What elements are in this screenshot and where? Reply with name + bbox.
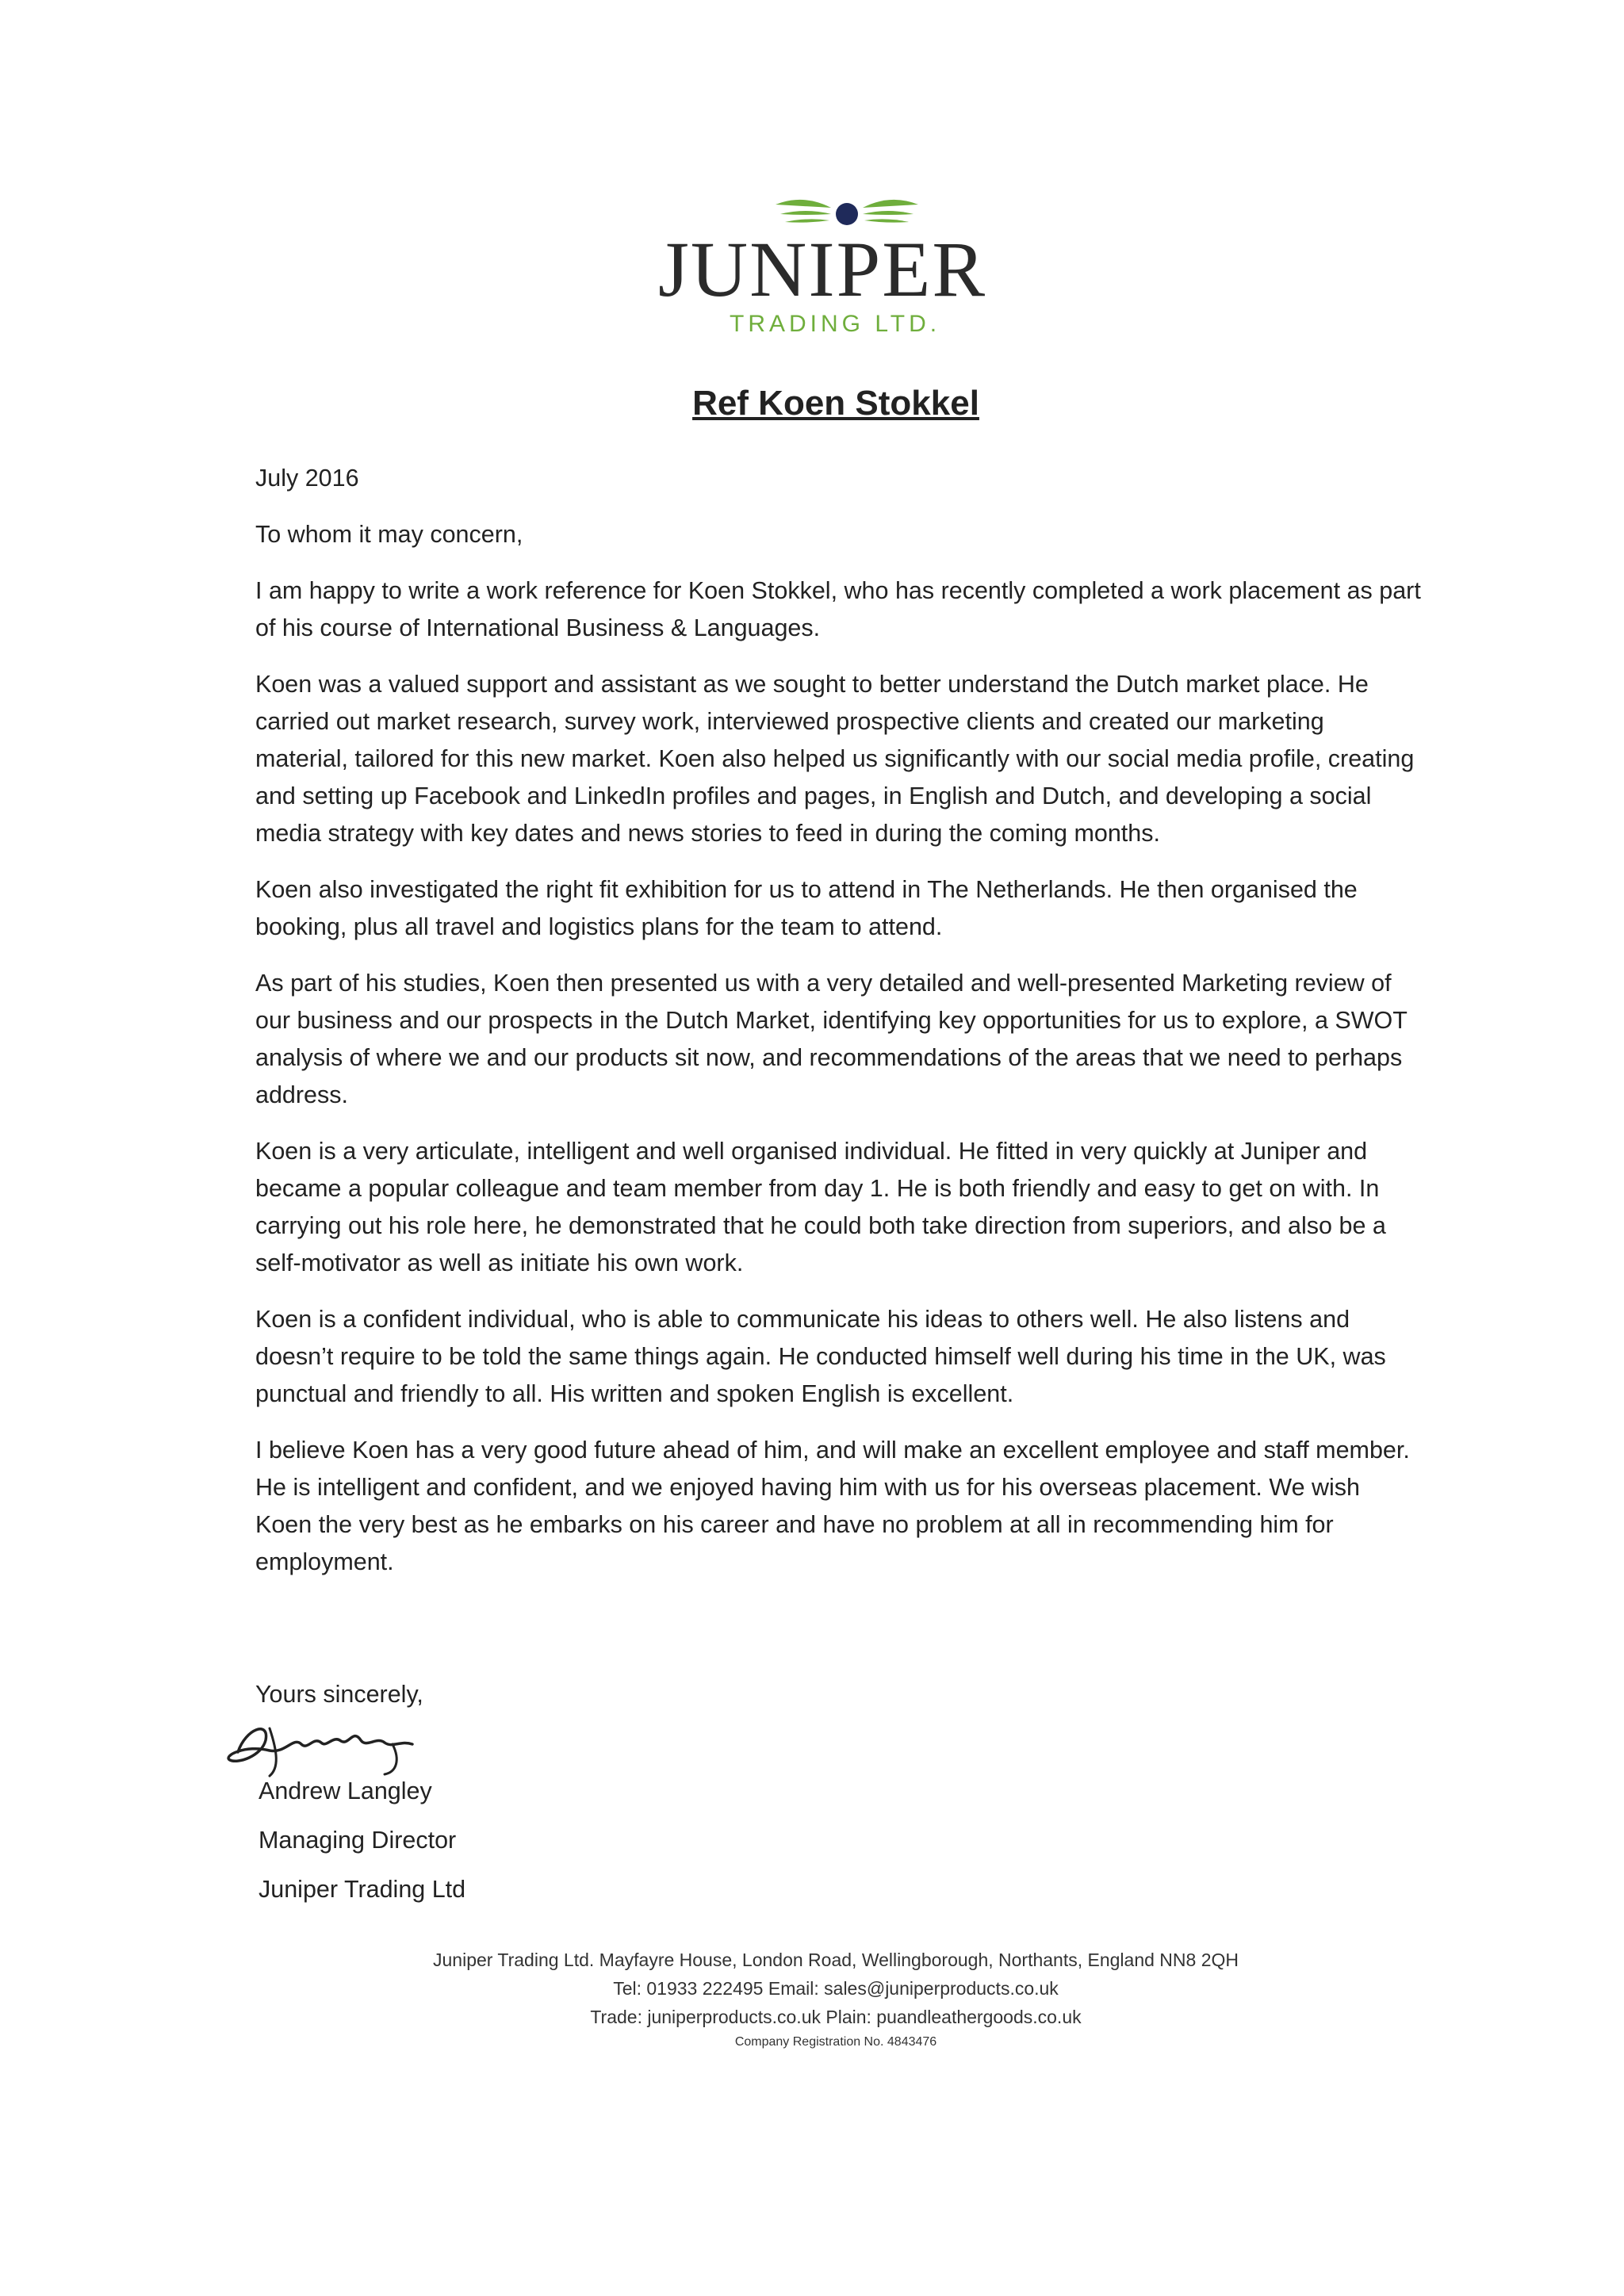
logo-subtitle: TRADING LTD.: [730, 311, 941, 337]
footer-registration: Company Registration No. 4843476: [734, 2035, 937, 2049]
letterhead-footer: [0, 1946, 1624, 2053]
paragraph: I believe Koen has a very good future ahead of him, and will make an excellent employee and staff member. He is intelligent and confident, and we enjoyed having him with us for his overseas placement. We wish Koen the very best as he embarks on his career and have no problem at all in recommending him for employment.: [255, 1437, 1410, 1575]
handwritten-signature: [222, 1705, 460, 1784]
signatory-role: Managing Director: [259, 1827, 457, 1854]
paragraph: Koen is a confident individual, who is able to communicate his ideas to others well. He also listens and doesn’t require to be told the same things again. He conducted himself well during his time in the UK, was punctual and friendly to all. His written and spoken English is excellent.: [255, 1306, 1386, 1407]
signatory-company: Juniper Trading Ltd: [259, 1876, 466, 1903]
footer-contact: Tel: 01933 222495 Email: sales@juniperproducts.co.uk: [613, 1978, 1059, 1999]
footer-address: Juniper Trading Ltd. Mayfayre House, London Road, Wellingborough, Northants, England NN8 2QH: [433, 1950, 1239, 1970]
paragraph: Koen is a very articulate, intelligent and well organised individual. He fitted in very quickly at Juniper and became a popular colleague and team member from day 1. He is both friendly and easy to get on with. In carrying out his role here, he demonstrated that he could both take direction from superiors, and also be a self-motivator as well as initiate his own work.: [255, 1138, 1386, 1276]
company-logo: [658, 181, 1023, 347]
paragraph: As part of his studies, Koen then presented us with a very detailed and well-presented Marketing review of our business and our prospects in the Dutch Market, identifying key opportunities for us to explore, a SWOT analysis of where we and our products sit now, and recommendations of the areas that we need to perhaps address.: [255, 970, 1408, 1108]
letter-body: [255, 460, 1421, 1600]
closing: Yours sincerely,: [255, 1681, 423, 1708]
paragraph: Koen was a valued support and assistant as we sought to better understand the Dutch market place. He carried out market research, survey work, interviewed prospective clients and created our marketing material, tailored for this new market. Koen also helped us significantly with our social media profile, creating and setting up Facebook and LinkedIn profiles and pages, in English and Dutch, and developing a social media strategy with key dates and news stories to feed in during the coming months.: [255, 671, 1415, 847]
paragraph: I am happy to write a work reference for Koen Stokkel, who has recently completed a work placement as part of his course of International Business & Languages.: [255, 577, 1421, 641]
logo-wordmark: JUNIPER: [658, 225, 987, 313]
paragraph: Koen also investigated the right fit exhibition for us to attend in The Netherlands. He then organised the booking, plus all travel and logistics plans for the team to attend.: [255, 876, 1358, 940]
signatory-name: Andrew Langley: [259, 1777, 432, 1804]
letter-date: July 2016: [255, 465, 359, 492]
letter-title: Ref Koen Stokkel: [692, 384, 979, 423]
footer-web: Trade: juniperproducts.co.uk Plain: puandleathergoods.co.uk: [590, 2007, 1082, 2027]
signature-block: [259, 1773, 465, 1920]
salutation: To whom it may concern,: [255, 521, 523, 548]
